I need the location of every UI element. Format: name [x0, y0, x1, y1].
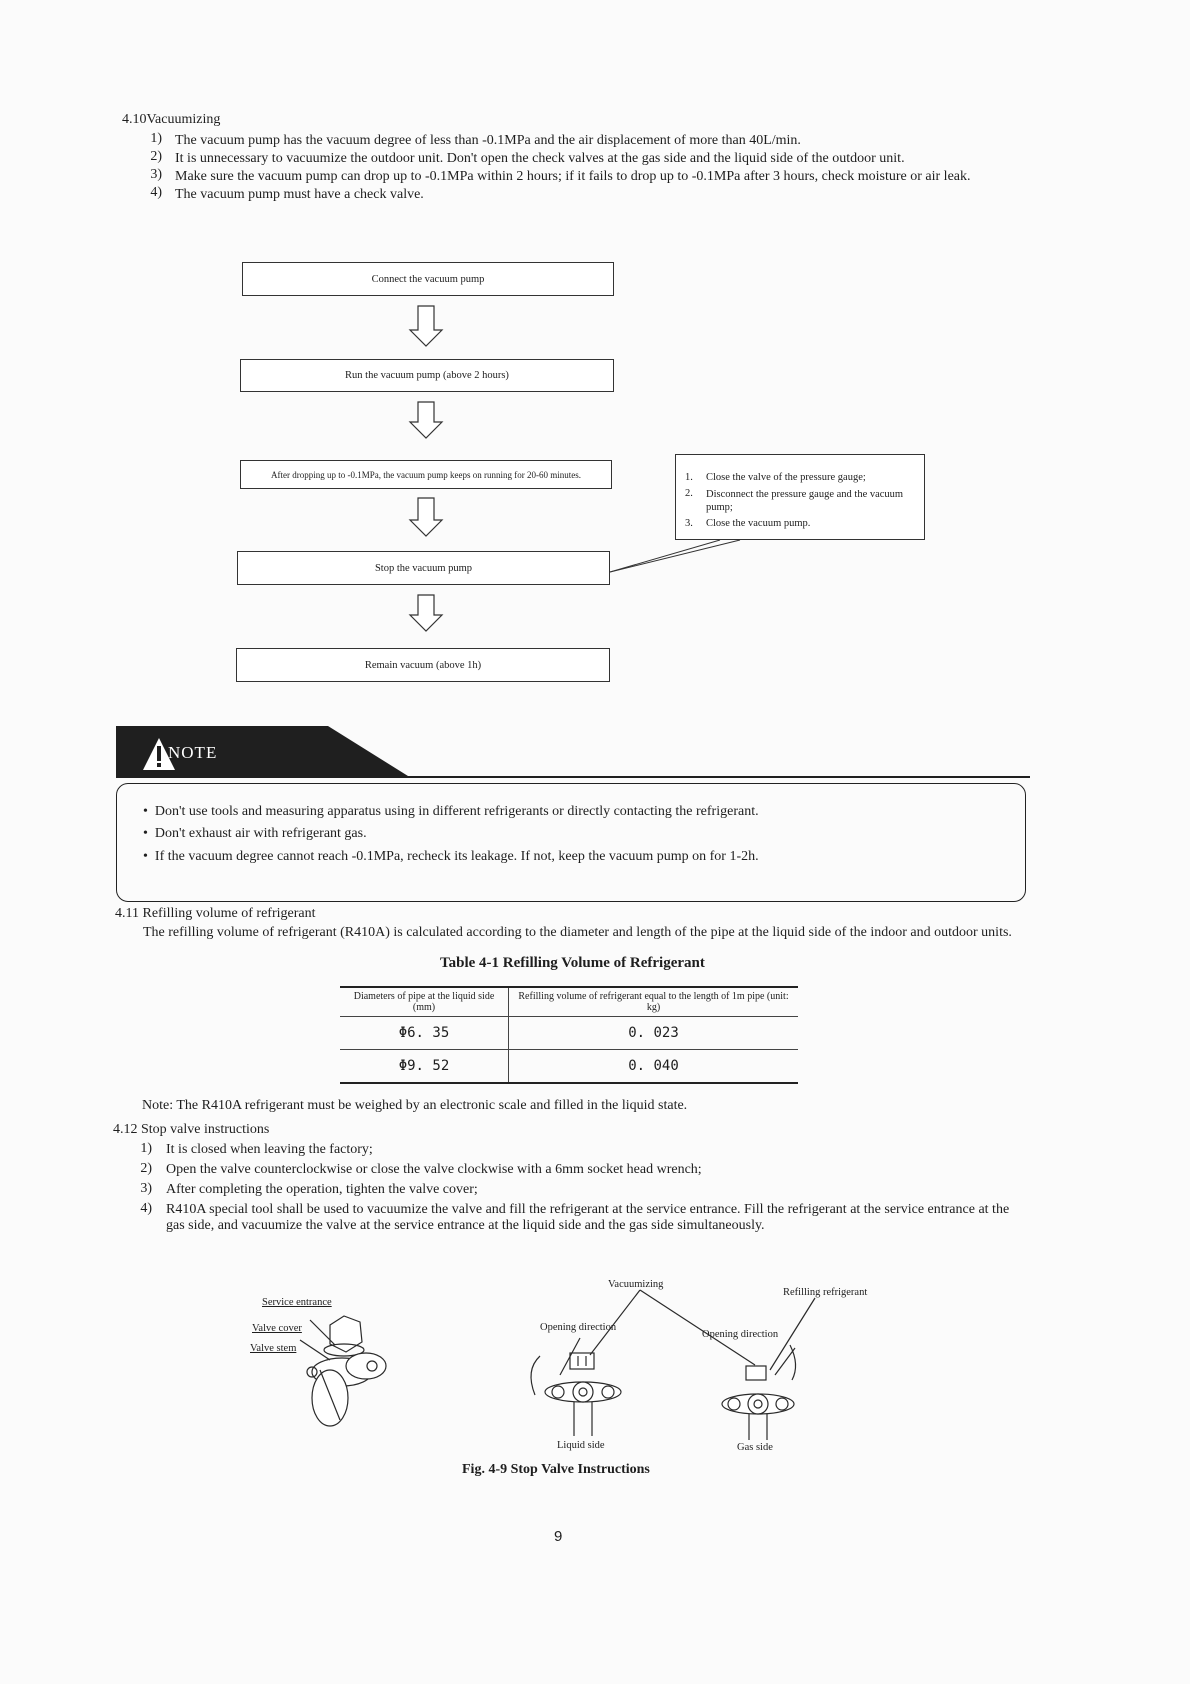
note-text: Close the vacuum pump.	[706, 518, 811, 529]
table-cell-volume: 0. 023	[509, 1017, 799, 1050]
list-item: It is closed when leaving the factory;	[166, 1142, 373, 1157]
list-number: 1)	[150, 131, 162, 146]
label-valve-stem: Valve stem	[250, 1343, 297, 1354]
figure-caption: Fig. 4-9 Stop Valve Instructions	[462, 1462, 650, 1477]
note-bullet: • Don't use tools and measuring apparatus using in different refrigerants or directly contacting the refrigerant.	[143, 804, 759, 819]
note-text: Disconnect the pressure gauge and the vacuum pump;	[706, 489, 904, 513]
label-refilling-refrigerant: Refilling refrigerant	[783, 1287, 868, 1298]
flow-step-run: Run the vacuum pump (above 2 hours)	[240, 359, 614, 392]
label-valve-cover: Valve cover	[252, 1323, 302, 1334]
page-number: 9	[554, 1528, 563, 1545]
table-header-volume: Refilling volume of refrigerant equal to the length of 1m pipe (unit: kg)	[509, 987, 799, 1017]
note-label: NOTE	[168, 743, 218, 762]
table-cell-diameter: Φ6. 35	[340, 1017, 509, 1050]
note-number: 1.	[685, 472, 693, 483]
flow-step-keep-running: After dropping up to -0.1MPa, the vacuum pump keeps on running for 20-60 minutes.	[240, 460, 612, 489]
valve-drawing-left	[307, 1316, 386, 1426]
note-bullet-text: Don't exhaust air with refrigerant gas.	[154, 826, 367, 841]
list-number: 4)	[150, 185, 162, 200]
list-item: Open the valve counterclockwise or close the valve clockwise with a 6mm socket head wrench;	[166, 1162, 702, 1177]
table-title: Table 4-1 Refilling Volume of Refrigerant	[440, 955, 705, 971]
note-number: 3.	[685, 518, 693, 529]
list-item: Make sure the vacuum pump can drop up to -0.1MPa within 2 hours; if it fails to drop up to -0.1MPa after 3 hours, check moisture or air leak.	[175, 169, 971, 184]
label-liquid-side: Liquid side	[557, 1440, 605, 1451]
list-item: R410A special tool shall be used to vacuumize the valve and fill the refrigerant at the service entrance. Fill the refrigerant at the service entrance at the gas side, and vacuumize the valve at the service entrance at the liquid side and the gas side simultaneously.	[166, 1202, 1010, 1233]
note-number: 2.	[685, 488, 693, 499]
refilling-intro: The refilling volume of refrigerant (R410A) is calculated according to the diameter and length of the pipe at the liquid side of the indoor and outdoor units.	[143, 925, 1012, 940]
note-bullet: • Don't exhaust air with refrigerant gas.	[143, 826, 367, 841]
list-number: 3)	[150, 167, 162, 182]
table-header-diameter: Diameters of pipe at the liquid side (mm)	[340, 987, 509, 1017]
note-text: Close the valve of the pressure gauge;	[706, 472, 866, 483]
table-cell-volume: 0. 040	[509, 1050, 799, 1084]
label-opening-direction: Opening direction	[540, 1322, 617, 1333]
table-cell-diameter: Φ9. 52	[340, 1050, 509, 1084]
list-item: After completing the operation, tighten the valve cover;	[166, 1182, 478, 1197]
note-bullet: • If the vacuum degree cannot reach -0.1MPa, recheck its leakage. If not, keep the vacuum pump on for 1-2h.	[143, 849, 759, 864]
list-number: 2)	[150, 149, 162, 164]
valve-drawing-gas-side	[722, 1345, 796, 1440]
section-heading-stop-valve: 4.12 Stop valve instructions	[113, 1122, 270, 1137]
refilling-footnote: Note: The R410A refrigerant must be weighed by an electronic scale and filled in the liquid state.	[142, 1098, 688, 1113]
list-number: 4)	[140, 1201, 152, 1216]
label-gas-side: Gas side	[737, 1442, 773, 1453]
list-item: It is unnecessary to vacuumize the outdoor unit. Don't open the check valves at the gas side and the liquid side of the outdoor unit.	[175, 151, 905, 166]
label-service-entrance: Service entrance	[262, 1297, 332, 1308]
list-number: 1)	[140, 1141, 152, 1156]
list-number: 3)	[140, 1181, 152, 1196]
flow-step-stop: Stop the vacuum pump	[237, 551, 610, 585]
label-vacuumizing: Vacuumizing	[608, 1279, 664, 1290]
list-number: 2)	[140, 1161, 152, 1176]
note-bullet-text: Don't use tools and measuring apparatus using in different refrigerants or directly contacting the refrigerant.	[154, 804, 759, 819]
list-item: The vacuum pump must have a check valve.	[175, 187, 424, 202]
section-heading-vacuumizing: 4.10Vacuumizing	[122, 112, 221, 127]
label-opening-direction: Opening direction	[702, 1329, 779, 1340]
note-bullet-text: If the vacuum degree cannot reach -0.1MPa, recheck its leakage. If not, keep the vacuum pump on for 1-2h.	[154, 849, 759, 864]
valve-drawing-liquid-side	[531, 1353, 621, 1436]
flow-step-remain: Remain vacuum (above 1h)	[236, 648, 610, 682]
list-item: The vacuum pump has the vacuum degree of less than -0.1MPa and the air displacement of more than 40L/min.	[175, 133, 801, 148]
flow-step-connect: Connect the vacuum pump	[242, 262, 614, 296]
section-heading-refilling: 4.11 Refilling volume of refrigerant	[115, 906, 316, 921]
